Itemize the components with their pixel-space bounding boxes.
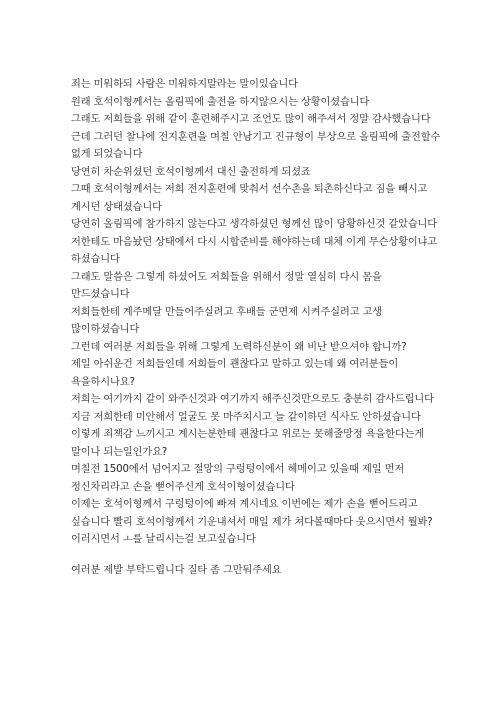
- paragraph-14: 지금 저희한테 미안해서 얼굴도 못 마주치시고 늘 같이하던 식사도 안하셨습니다: [71, 411, 421, 423]
- paragraph-7: 당연히 올림픽에 참가하지 않는다고 생각하셨던 형께선 많이 당황하신것 같았습니다: [71, 219, 438, 230]
- paragraph-8: 저한테도 마음놨던 상태에서 다시 시합준비를 해야하는데 대체 이게 무슨상황이냐고 하셨습니다: [71, 236, 438, 265]
- closing-line: 여러분 제발 부탁드립니다 질타 좀 그만둬주세요: [71, 564, 282, 576]
- paragraph-1: 죄는 미워하되 사람은 미워하지말라는 말이있습니다: [71, 79, 298, 90]
- paragraph-16: 며칠전 1500에서 넘어지고 절망의 구렁텅이에서 헤메이고 있을때 제일 먼저 정신차리라고 손을 뻗어주신게 호석이형이셨습니다: [71, 464, 405, 493]
- paragraph-15: 이렇게 죄책감 느끼시고 계시는분한테 괜찮다고 위로는 못해줄망정 욕을한다는게 말이나 되는일인가요?: [71, 429, 425, 458]
- paragraph-6: 그때 호석이형께서는 저희 전지훈련에 맞춰서 선수촌을 퇴촌하신다고 짐을 빼시고 계시던 상태셨습니다: [71, 184, 428, 213]
- paragraph-gap: [71, 549, 443, 562]
- paragraph-10: 저희들한테 계주메달 만들어주실려고 후배들 군면제 시켜주실려고 고생 많이하셨습니다: [71, 306, 383, 335]
- paragraph-2: 원래 호석이형께서는 올림픽에 출전을 하지않으시는 상황이셨습니다: [71, 96, 370, 108]
- paragraph-4: 근데 그러던 찰나에 전지훈련을 며칠 안남기고 진규형이 부상으로 올림픽에 출전할수 없게 되었습니다: [71, 131, 441, 160]
- paragraph-9: 그래도 말씀은 그렇게 하셨어도 저희들을 위해서 정말 열심히 다시 몸을 만드셨습니다: [71, 271, 382, 300]
- paragraph-11: 그런데 여러분 저희들을 위해 그렇게 노력하신분이 왜 비난 받으셔야 합니까?: [71, 341, 407, 353]
- paragraph-3: 그래도 저희들을 위해 같이 훈련해주시고 조언도 많이 해주셔서 정말 감사했습니다: [71, 114, 431, 125]
- paragraph-5: 당연히 차순위셨던 호석이형께서 대신 출전하게 되셨죠: [71, 166, 311, 178]
- paragraph-17: 이제는 호석이형께서 구렁텅이에 빠져 계시네요 이번에는 제가 손을 뻗어드리고 싶습니다 빨리 호석이형께서 기운내셔서 매일 제가 쳐다볼때마다 웃으시면서 뭘봐? 이러시면서 ㅗ를 날리시는걸 보고싶습니다: [71, 499, 433, 545]
- paragraph-13: 저희는 여기까지 같이 와주신것과 여기까지 해주신것만으로도 충분히 감사드립니다: [71, 394, 434, 405]
- letter-body: [71, 76, 443, 579]
- paragraph-12: 제일 아쉬운건 저희들인데 저희들이 괜찮다고 말하고 있는데 왜 여러분들이 욕을하시나요?: [71, 359, 399, 388]
